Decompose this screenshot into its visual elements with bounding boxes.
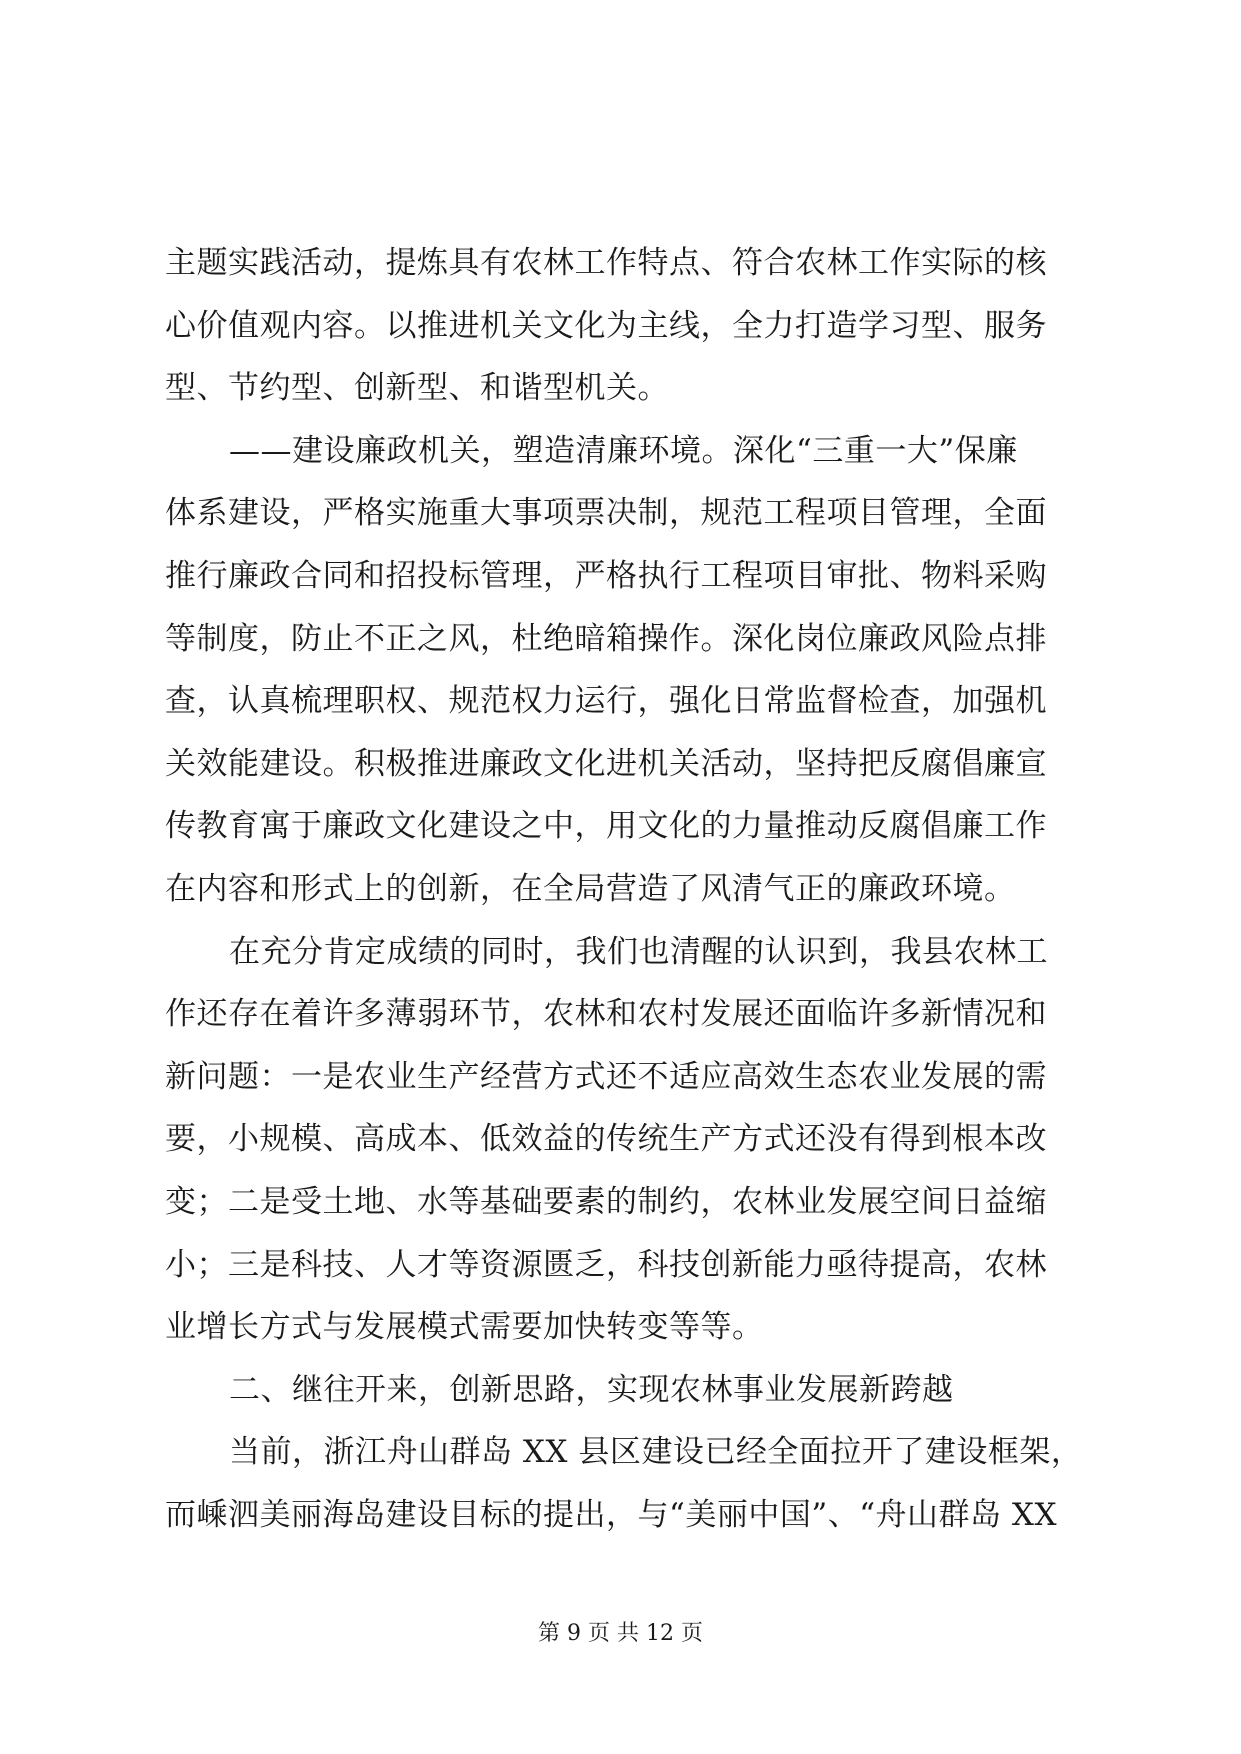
text-line: 主题实践活动，提炼具有农林工作特点、符合农林工作实际的核 xyxy=(165,245,1047,281)
body-text xyxy=(165,232,1085,1546)
text-line: 而嵊泗美丽海岛建设目标的提出，与“美丽中国”、“舟山群岛 XX xyxy=(165,1496,1058,1533)
text-line: ——建设廉政机关，塑造清廉环境。深化“三重一大”保廉 xyxy=(229,432,1018,469)
text-line: 体系建设，严格实施重大事项票决制，规范工程项目管理，全面 xyxy=(165,495,1047,532)
section-heading: 二、继往开来，创新思路，实现农林事业发展新跨越 xyxy=(229,1371,954,1408)
text-line: 在内容和形式上的创新，在全局营造了风清气正的廉政环境。 xyxy=(165,870,1016,907)
text-line: 要，小规模、高成本、低效益的传统生产方式还没有得到根本改 xyxy=(165,1121,1047,1158)
text-line: 作还存在着许多薄弱环节，农林和农村发展还面临许多新情况和 xyxy=(165,996,1047,1033)
text-line: 小；三是科技、人才等资源匮乏，科技创新能力亟待提高，农林 xyxy=(165,1246,1047,1283)
text-line: 在充分肯定成绩的同时，我们也清醒的认识到，我县农林工 xyxy=(229,933,1048,970)
text-line: 关效能建设。积极推进廉政文化进机关活动，坚持把反腐倡廉宣 xyxy=(165,745,1047,782)
text-line: 新问题：一是农业生产经营方式还不适应高效生态农业发展的需 xyxy=(165,1058,1047,1095)
text-line: 查，认真梳理职权、规范权力运行，强化日常监督检查，加强机 xyxy=(165,683,1047,720)
text-line: 推行廉政合同和招投标管理，严格执行工程项目审批、物料采购 xyxy=(165,557,1047,594)
text-line: 型、节约型、创新型、和谐型机关。 xyxy=(165,370,669,407)
page-number-footer: 第 9 页 共 12 页 xyxy=(538,1621,703,1646)
text-line: 业增长方式与发展模式需要加快转变等等。 xyxy=(165,1309,764,1346)
text-line: 当前，浙江舟山群岛 XX 县区建设已经全面拉开了建设框架， xyxy=(229,1434,1083,1471)
text-line: 变；二是受土地、水等基础要素的制约，农林业发展空间日益缩 xyxy=(165,1183,1047,1220)
text-line: 传教育寓于廉政文化建设之中，用文化的力量推动反腐倡廉工作 xyxy=(165,808,1047,845)
text-line: 心价值观内容。以推进机关文化为主线，全力打造学习型、服务 xyxy=(165,307,1047,344)
text-line: 等制度，防止不正之风，杜绝暗箱操作。深化岗位廉政风险点排 xyxy=(165,620,1047,657)
